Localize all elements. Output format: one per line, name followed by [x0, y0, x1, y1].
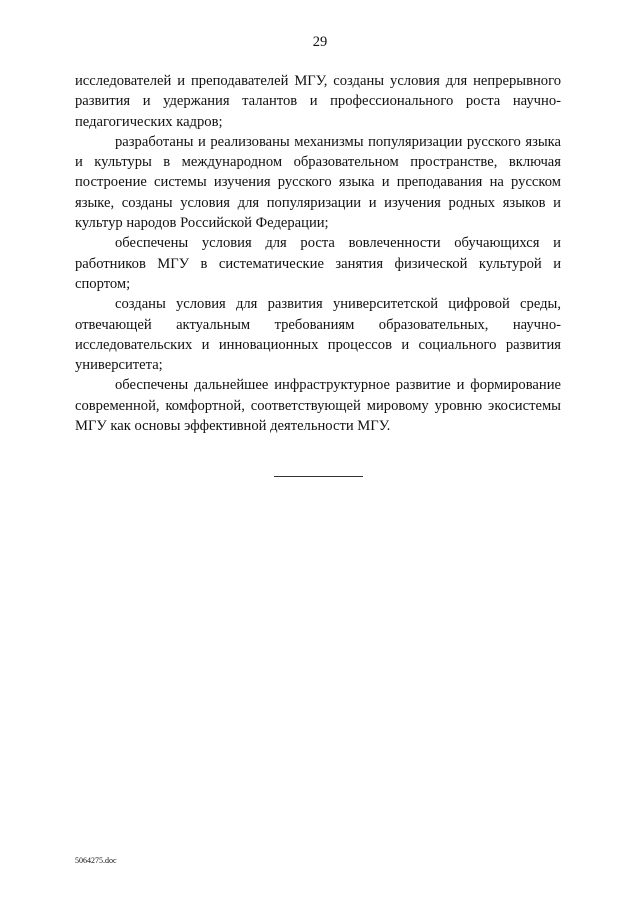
paragraph-infrastructure: обеспечены дальнейшее инфраструктурное развитие и формирование современной, комфортной, соответствующей мировому уровню экосистемы МГУ как основы эффективной деятельности МГУ.: [75, 377, 561, 435]
page-number: 29: [312, 34, 328, 50]
end-divider-line: [274, 476, 363, 477]
paragraph-russian-language: разработаны и реализованы механизмы популяризации русского языка и культуры в международном образовательном пространстве, включая построение системы изучения русского языка и преподавания на русском языке, созданы условия для популяризации и изучения родных языков и культур народов Российской Федерации;: [75, 133, 561, 232]
paragraph-digital-environment: созданы условия для развития университетской цифровой среды, отвечающей актуальным требованиям образовательных, научно-исследовательских и инновационных процессов и социального развития университета;: [75, 296, 561, 374]
document-body: [75, 71, 561, 436]
paragraph-physical-culture: обеспечены условия для роста вовлеченности обучающихся и работников МГУ в систематические занятия физической культурой и спортом;: [75, 235, 561, 292]
footer-doc-code: 5064275.doc: [75, 856, 117, 865]
paragraph-continuation: исследователей и преподавателей МГУ, созданы условия для непрерывного развития и удержания талантов и профессионального роста научно-педагогических кадров;: [75, 73, 561, 130]
